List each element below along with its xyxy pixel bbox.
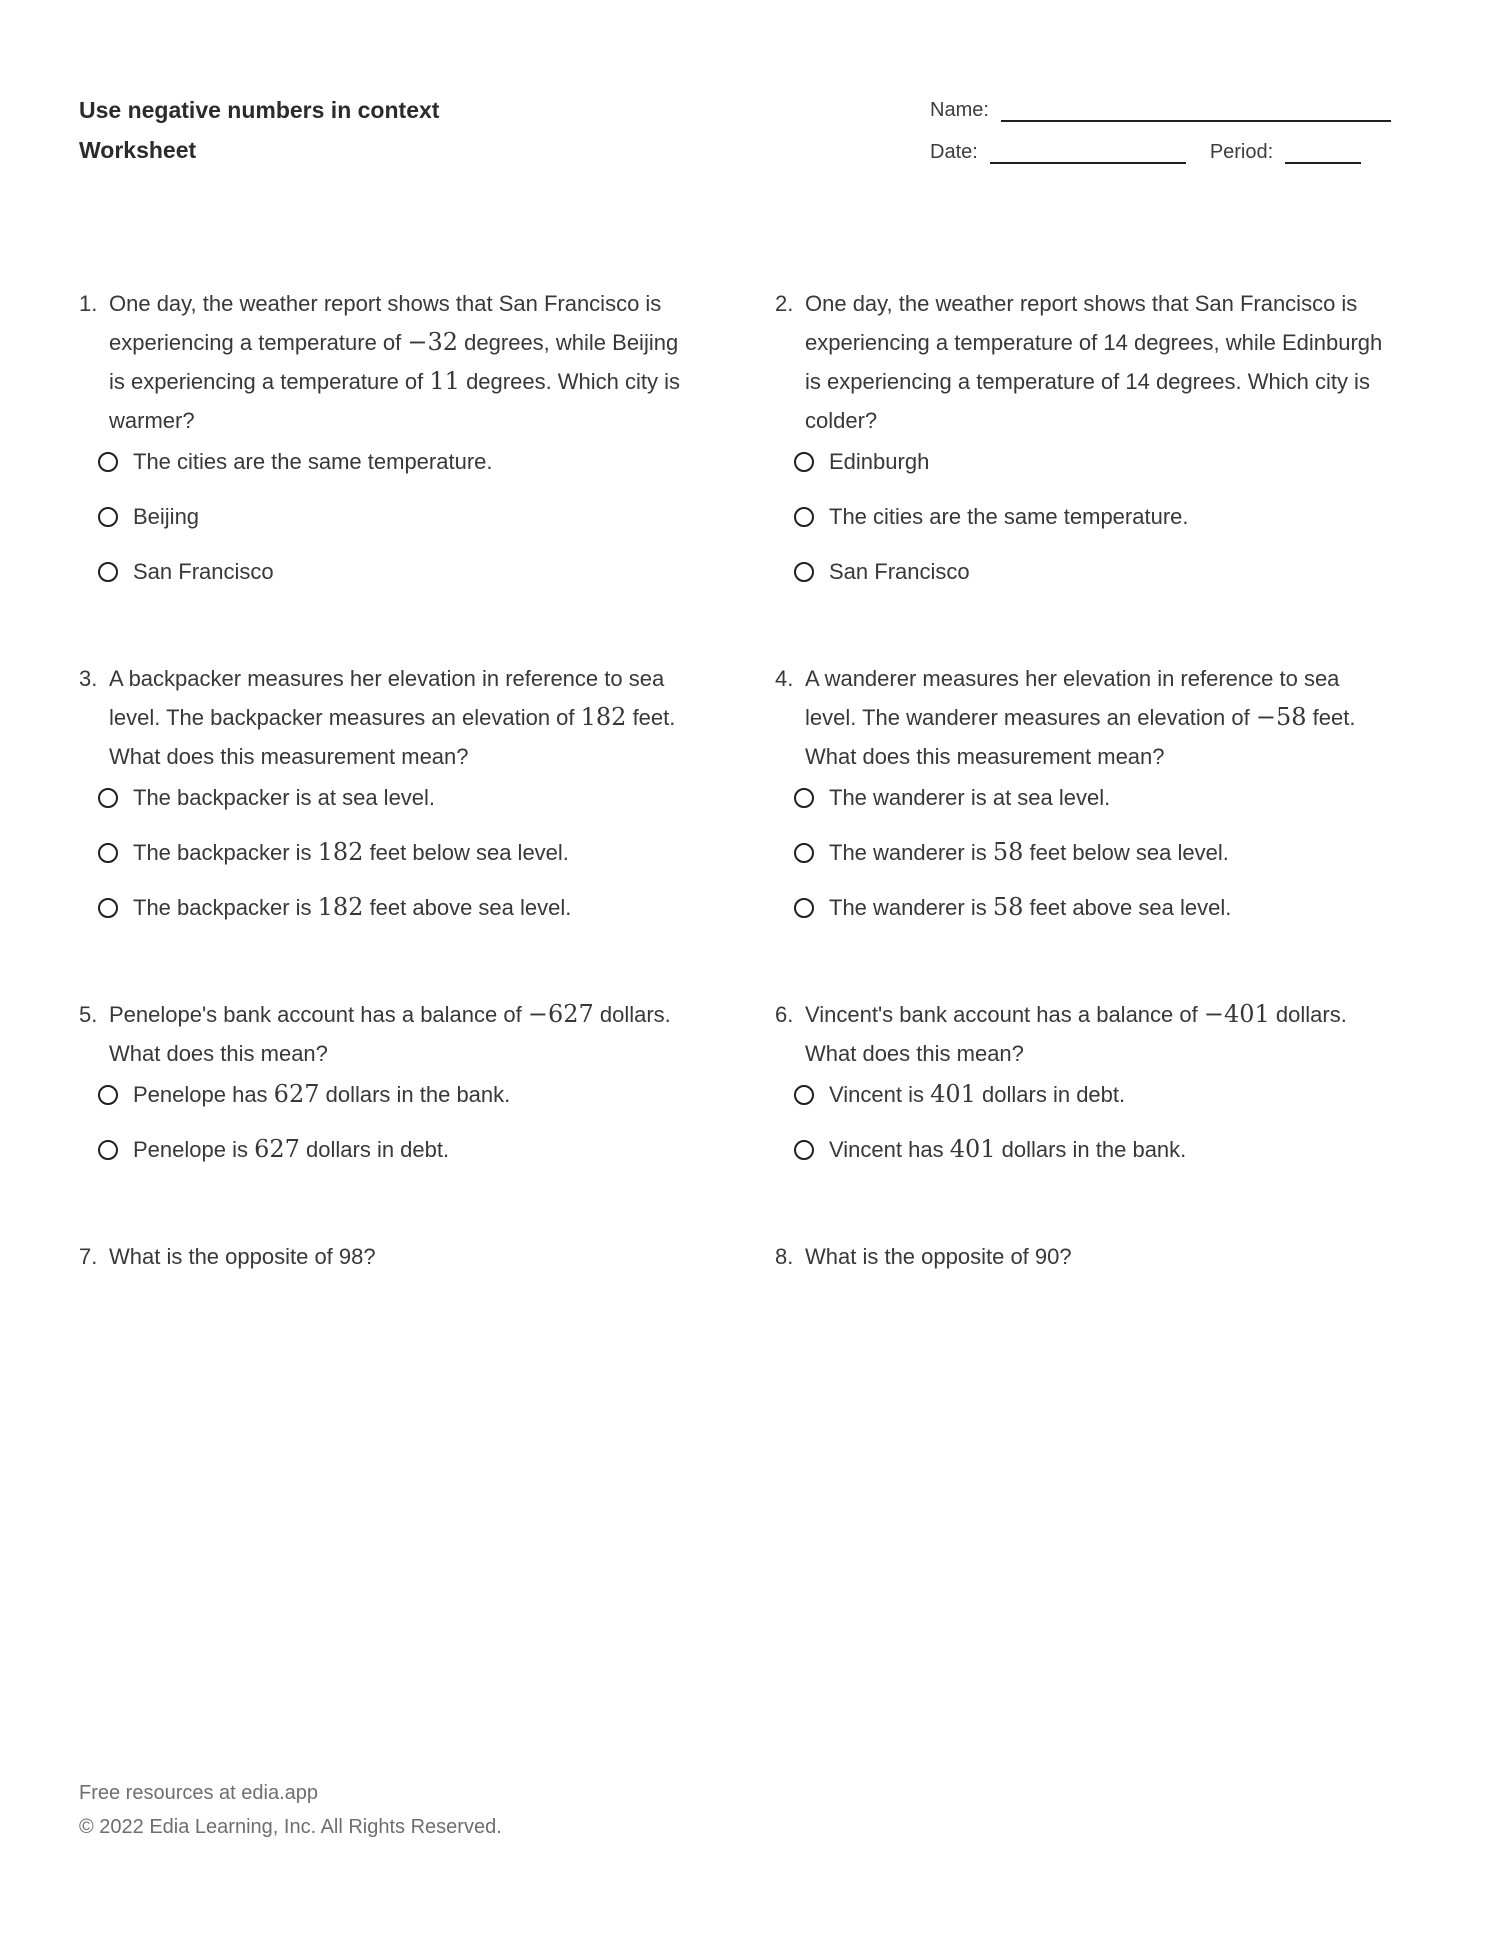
footer-copyright-text: © 2022 Edia Learning, Inc. All Rights Reserved. <box>79 1816 502 1838</box>
math-value: −401 <box>1203 1000 1270 1028</box>
answer-option[interactable] <box>794 778 1391 817</box>
text-segment: dollars in the bank. <box>995 1137 1187 1162</box>
text-segment: One day, the weather report shows that San Francisco is experiencing a temperature of 14 degrees, while Edinburgh is experiencing a temperature of 14 degrees. Which city is colder? <box>805 291 1383 433</box>
option-label <box>133 888 571 927</box>
radio-button-icon[interactable] <box>794 1085 814 1105</box>
text-segment: The wanderer is <box>829 895 993 920</box>
option-label <box>133 442 493 481</box>
math-value: 11 <box>429 367 460 395</box>
question-row <box>79 995 1391 1185</box>
name-row <box>930 98 1391 122</box>
questions-area <box>79 284 1391 1328</box>
text-segment: feet above sea level. <box>363 895 572 920</box>
text-segment: Penelope has <box>133 1082 274 1107</box>
page-header <box>79 90 1391 182</box>
option-label <box>133 552 274 591</box>
text-segment: Vincent is <box>829 1082 931 1107</box>
text-segment: degrees, while Beijing is experiencing a temperature of <box>109 330 679 394</box>
footer-resources-text: Free resources at edia.app <box>79 1782 319 1804</box>
question-number: 6. <box>775 1002 794 1027</box>
math-value: 182 <box>317 893 364 921</box>
answer-option[interactable] <box>794 442 1391 481</box>
option-label <box>829 833 1229 872</box>
answer-option[interactable] <box>794 1130 1391 1169</box>
question <box>79 659 695 943</box>
answer-option[interactable] <box>98 1130 695 1169</box>
question <box>775 1237 1391 1276</box>
answer-option[interactable] <box>794 552 1391 591</box>
date-blank-line <box>990 144 1186 164</box>
answer-option[interactable] <box>794 1075 1391 1114</box>
math-value: −58 <box>1255 703 1307 731</box>
math-value: 627 <box>273 1080 320 1108</box>
answer-options <box>794 442 1391 591</box>
answer-option[interactable] <box>98 833 695 872</box>
text-segment: The backpacker is <box>133 840 318 865</box>
worksheet-title <box>79 90 439 170</box>
option-label <box>829 1130 1186 1169</box>
text-segment: The backpacker is at sea level. <box>133 785 436 810</box>
radio-button-icon[interactable] <box>794 1140 814 1160</box>
answer-option[interactable] <box>794 888 1391 927</box>
page-footer <box>79 1776 502 1844</box>
text-segment: dollars. What does this mean? <box>109 1002 671 1066</box>
text-segment: A wanderer measures her elevation in reference to sea level. The wanderer measures an elevation of <box>805 666 1340 730</box>
text-segment: The backpacker is <box>133 895 318 920</box>
text-segment: Penelope's bank account has a balance of <box>109 1002 528 1027</box>
answer-option[interactable] <box>794 833 1391 872</box>
option-label <box>133 1075 510 1114</box>
radio-button-icon[interactable] <box>98 1085 118 1105</box>
math-value: 58 <box>992 838 1024 866</box>
text-segment: Vincent has <box>829 1137 950 1162</box>
question-row <box>79 659 1391 943</box>
text-segment: Beijing <box>133 504 200 529</box>
page-subtitle: Worksheet <box>79 137 197 163</box>
student-info-block <box>930 90 1391 182</box>
question <box>775 995 1391 1185</box>
text-segment: degrees. Which city is warmer? <box>109 369 681 433</box>
radio-button-icon[interactable] <box>794 843 814 863</box>
text-segment: dollars in debt. <box>299 1137 450 1162</box>
text-segment: dollars. What does this mean? <box>805 1002 1347 1066</box>
radio-button-icon[interactable] <box>794 562 814 582</box>
option-label <box>829 1075 1125 1114</box>
option-label <box>829 497 1189 536</box>
question-prompt <box>109 1237 695 1276</box>
question-prompt <box>805 284 1391 440</box>
answer-options <box>98 1075 695 1169</box>
option-label <box>133 497 199 536</box>
text-segment: The cities are the same temperature. <box>829 504 1189 529</box>
answer-option[interactable] <box>98 1075 695 1114</box>
name-label: Name: <box>930 99 989 121</box>
date-period-row <box>930 140 1391 164</box>
option-label <box>133 778 435 817</box>
text-segment: The wanderer is at sea level. <box>829 785 1111 810</box>
math-value: −32 <box>407 328 459 356</box>
text-segment: feet. What does this measurement mean? <box>805 705 1356 769</box>
option-label <box>829 778 1110 817</box>
option-label <box>133 833 569 872</box>
math-value: 401 <box>930 1080 976 1108</box>
text-segment: A backpacker measures her elevation in reference to sea level. The backpacker measures an elevation of <box>109 666 665 730</box>
question-row <box>79 284 1391 607</box>
period-label: Period: <box>1209 141 1274 163</box>
question-number: 1. <box>79 291 98 316</box>
question-number: 3. <box>79 666 98 691</box>
text-segment: feet below sea level. <box>363 840 569 865</box>
radio-button-icon[interactable] <box>794 788 814 808</box>
text-segment: feet above sea level. <box>1023 895 1232 920</box>
math-value: 401 <box>949 1135 996 1163</box>
question-number: 2. <box>775 291 794 316</box>
text-segment: Edinburgh <box>829 449 930 474</box>
question-prompt <box>805 659 1391 776</box>
text-segment: One day, the weather report shows that San Francisco is experiencing a temperature of <box>109 291 662 355</box>
answer-option[interactable] <box>98 888 695 927</box>
text-segment: dollars in debt. <box>975 1082 1126 1107</box>
date-label: Date: <box>930 141 978 163</box>
question-number: 7. <box>79 1244 98 1269</box>
radio-button-icon[interactable] <box>98 507 118 527</box>
text-segment: San Francisco <box>829 559 970 584</box>
answer-option[interactable] <box>98 778 695 817</box>
answer-option[interactable] <box>794 497 1391 536</box>
math-value: 58 <box>992 893 1024 921</box>
answer-options <box>98 442 695 591</box>
question-row <box>79 1237 1391 1276</box>
text-segment: dollars in the bank. <box>319 1082 511 1107</box>
text-segment: The wanderer is <box>829 840 993 865</box>
name-blank-line <box>1001 102 1391 122</box>
question <box>79 995 695 1185</box>
question-prompt <box>109 995 695 1073</box>
question-number: 8. <box>775 1244 794 1269</box>
text-segment: feet below sea level. <box>1023 840 1229 865</box>
math-value: 627 <box>254 1135 300 1163</box>
question-prompt <box>805 1237 1391 1276</box>
question-prompt <box>109 284 695 440</box>
question <box>775 659 1391 943</box>
radio-button-icon[interactable] <box>98 843 118 863</box>
math-value: 182 <box>317 838 364 866</box>
text-segment: What is the opposite of 90? <box>805 1244 1072 1269</box>
question-number: 4. <box>775 666 794 691</box>
answer-options <box>794 778 1391 927</box>
radio-button-icon[interactable] <box>794 507 814 527</box>
question <box>79 284 695 607</box>
radio-button-icon[interactable] <box>98 562 118 582</box>
question-prompt <box>109 659 695 776</box>
option-label <box>829 442 929 481</box>
answer-option[interactable] <box>98 552 695 591</box>
question <box>79 1237 695 1276</box>
text-segment: The cities are the same temperature. <box>133 449 493 474</box>
math-value: 182 <box>580 703 627 731</box>
radio-button-icon[interactable] <box>794 452 814 472</box>
math-value: −627 <box>527 1000 594 1028</box>
text-segment: Penelope is <box>133 1137 255 1162</box>
answer-option[interactable] <box>98 497 695 536</box>
page-title: Use negative numbers in context <box>79 97 440 123</box>
answer-option[interactable] <box>98 442 695 481</box>
text-segment: What is the opposite of 98? <box>109 1244 376 1269</box>
question <box>775 284 1391 607</box>
radio-button-icon[interactable] <box>98 1140 118 1160</box>
radio-button-icon[interactable] <box>98 898 118 918</box>
period-blank-line <box>1285 144 1361 164</box>
option-label <box>133 1130 449 1169</box>
option-label <box>829 888 1231 927</box>
text-segment: feet. What does this measurement mean? <box>109 705 676 769</box>
text-segment: Vincent's bank account has a balance of <box>805 1002 1204 1027</box>
question-prompt <box>805 995 1391 1073</box>
radio-button-icon[interactable] <box>98 788 118 808</box>
answer-options <box>794 1075 1391 1169</box>
radio-button-icon[interactable] <box>98 452 118 472</box>
answer-options <box>98 778 695 927</box>
question-number: 5. <box>79 1002 98 1027</box>
text-segment: San Francisco <box>133 559 274 584</box>
option-label <box>829 552 970 591</box>
radio-button-icon[interactable] <box>794 898 814 918</box>
